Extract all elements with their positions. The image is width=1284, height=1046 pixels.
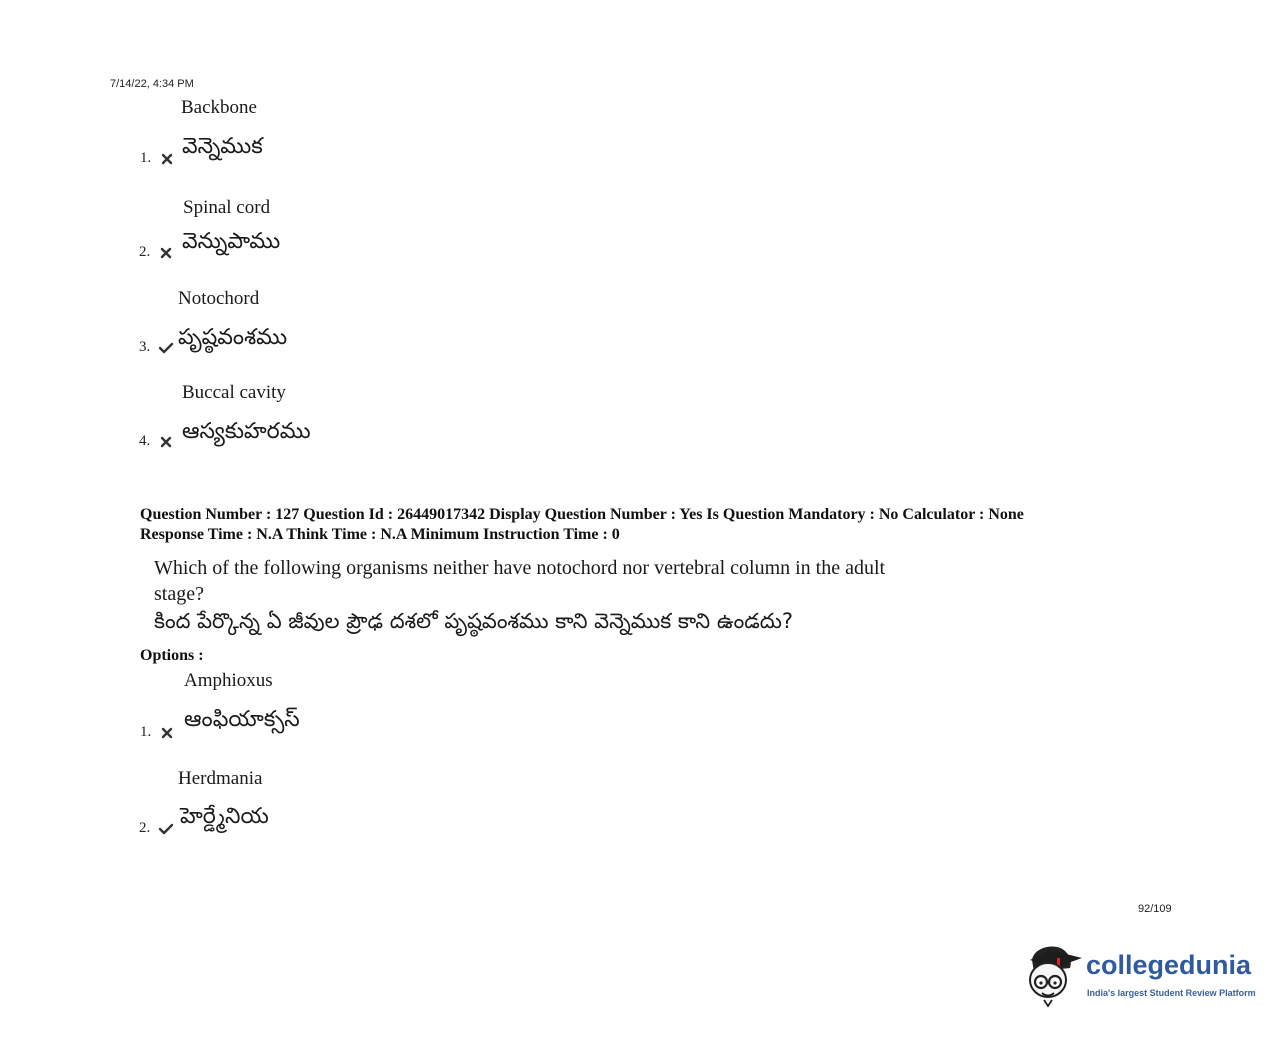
check-icon	[158, 822, 174, 836]
prev-option-4-number	[139, 433, 174, 450]
cross-icon	[159, 726, 175, 740]
option-1-english: Amphioxus	[184, 670, 273, 691]
option-1-number	[140, 724, 175, 741]
cross-icon	[158, 435, 174, 449]
option-2-english: Herdmania	[178, 768, 263, 789]
cross-icon	[158, 246, 174, 260]
prev-option-4-english: Buccal cavity	[182, 382, 286, 403]
question-text-line-2: stage?	[154, 583, 204, 605]
collegedunia-mascot-icon	[1024, 938, 1086, 1008]
prev-option-3-telugu: పృష్ఠవంశము	[178, 325, 288, 350]
prev-option-2-english: Spinal cord	[183, 197, 271, 218]
option-number: 1.	[140, 724, 152, 740]
option-number: 1.	[140, 150, 152, 166]
prev-option-1-english: Backbone	[181, 97, 257, 118]
question-meta-line-2: Response Time : N.A Think Time : N.A Minimum Instruction Time : 0	[140, 526, 620, 543]
prev-option-1-telugu: వెన్నెముక	[182, 134, 263, 159]
question-text-telugu: కింద పేర్కొన్న ఏ జీవుల ప్రౌఢ దశలో పృష్ఠవంశము కాని వెన్నెముక కాని ఉండదు?	[154, 609, 794, 633]
option-2-number	[139, 820, 174, 837]
prev-option-3-number	[139, 339, 174, 356]
option-number: 2.	[139, 820, 151, 836]
brand-tagline: India's largest Student Review Platform	[1087, 988, 1256, 998]
option-2-telugu: హెర్డ్మేనియ	[180, 804, 269, 829]
option-1-telugu: ఆంఫియాక్సస్	[184, 707, 300, 732]
prev-option-2-number	[139, 244, 174, 261]
prev-option-4-telugu: ఆస్యకుహరము	[182, 419, 311, 444]
question-text-line-1: Which of the following organisms neither have notochord nor vertebral column in the adult	[154, 557, 886, 579]
options-label: Options :	[140, 647, 204, 664]
brand-name: collegedunia	[1086, 950, 1252, 980]
option-number: 3.	[139, 339, 151, 355]
check-icon	[158, 341, 174, 355]
question-meta-line-1: Question Number : 127 Question Id : 26449017342 Display Question Number : Yes Is Question Mandatory : No Calculator : None	[140, 506, 1024, 523]
cross-icon	[159, 152, 175, 166]
prev-option-2-telugu: వెన్నుపాము	[182, 229, 281, 254]
page-number: 92/109	[1138, 903, 1172, 915]
option-number: 4.	[139, 433, 151, 449]
option-number: 2.	[139, 244, 151, 260]
prev-option-3-english: Notochord	[178, 288, 260, 309]
prev-option-1-number	[140, 150, 175, 167]
print-timestamp: 7/14/22, 4:34 PM	[110, 78, 194, 90]
